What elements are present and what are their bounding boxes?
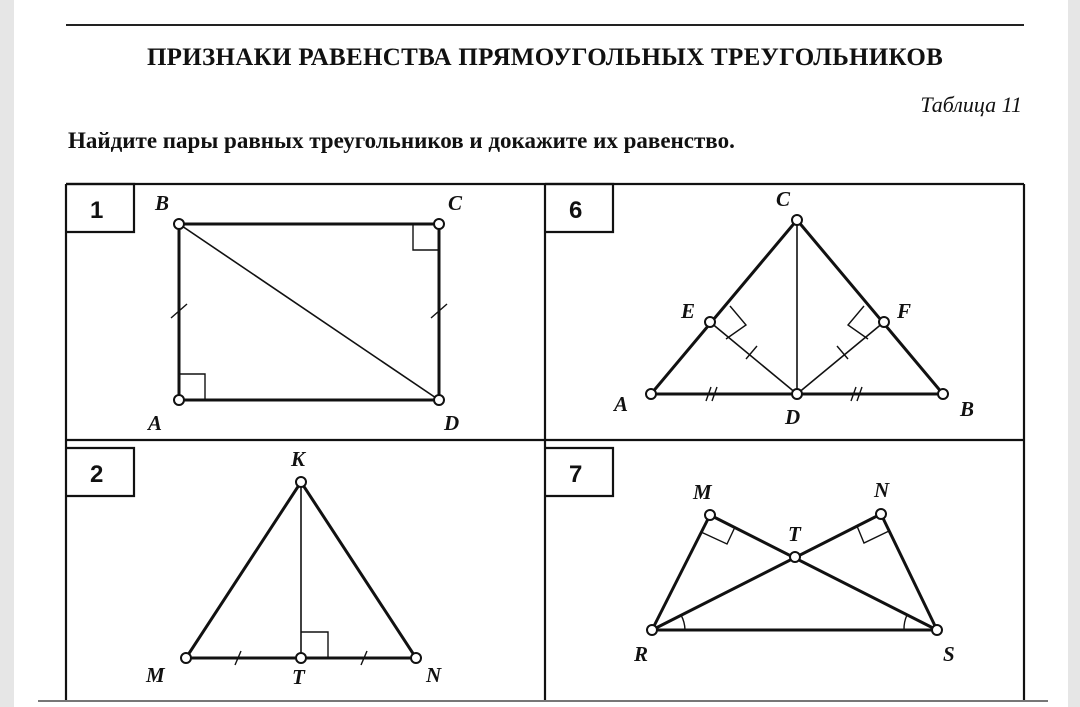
panel-number-box bbox=[66, 448, 134, 496]
panel-2 bbox=[66, 447, 442, 689]
triangle-kmn bbox=[186, 482, 416, 665]
panel-number: 6 bbox=[569, 197, 583, 224]
right-angle-mark bbox=[848, 306, 868, 339]
segment-fd bbox=[797, 322, 884, 394]
table-label: Таблица 11 bbox=[920, 92, 1022, 117]
panel-7 bbox=[545, 448, 955, 666]
vertex-label-a: A bbox=[614, 392, 629, 416]
panel-number-box bbox=[545, 448, 613, 496]
vertex-label-n: N bbox=[426, 663, 442, 687]
panel-number: 7 bbox=[569, 461, 583, 488]
segment-ns bbox=[881, 514, 937, 630]
vertex-label-n: N bbox=[874, 478, 890, 502]
vertex-label-c: C bbox=[448, 191, 463, 215]
right-angle-mark bbox=[857, 526, 889, 543]
vertex-label-r: R bbox=[634, 642, 649, 666]
vertex-label-s: S bbox=[943, 642, 955, 666]
segment-ed bbox=[710, 322, 797, 394]
vertex-label-b: B bbox=[155, 191, 170, 215]
vertex-label-m: M bbox=[693, 480, 712, 504]
vertex-label-d: D bbox=[444, 411, 460, 435]
right-angle-mark bbox=[726, 306, 746, 339]
page-title: ПРИЗНАКИ РАВЕНСТВА ПРЯМОУГОЛЬНЫХ ТРЕУГОЛЬНИКОВ bbox=[146, 44, 944, 71]
vertex-label-a: A bbox=[148, 411, 163, 435]
vertex-label-k: K bbox=[291, 447, 306, 471]
vertex-label-c: C bbox=[776, 187, 791, 211]
panel-6 bbox=[545, 184, 974, 429]
vertex-label-t: T bbox=[292, 665, 305, 689]
right-angle-mark bbox=[701, 527, 735, 544]
segment-ms bbox=[710, 515, 937, 630]
instruction-text: Найдите пары равных треугольников и докажите их равенство. bbox=[68, 128, 735, 153]
panel-number: 1 bbox=[90, 197, 104, 224]
diagonal-bd bbox=[179, 224, 439, 400]
angle-arc bbox=[904, 615, 907, 630]
bottom-rule bbox=[38, 700, 1048, 702]
rectangle-abcd bbox=[171, 224, 447, 400]
angle-arc bbox=[681, 615, 685, 630]
segment-rn bbox=[652, 514, 881, 630]
panel-1 bbox=[66, 184, 463, 435]
vertex-label-m: M bbox=[146, 663, 165, 687]
vertex-label-e: E bbox=[681, 299, 696, 323]
vertex-label-f: F bbox=[897, 299, 912, 323]
panel-number-box bbox=[66, 184, 134, 232]
panel-number: 2 bbox=[90, 461, 104, 488]
vertex-label-t: T bbox=[788, 522, 801, 546]
panel-number-box bbox=[545, 184, 613, 232]
vertex-label-b: B bbox=[960, 397, 975, 421]
vertex-label-d: D bbox=[785, 405, 801, 429]
